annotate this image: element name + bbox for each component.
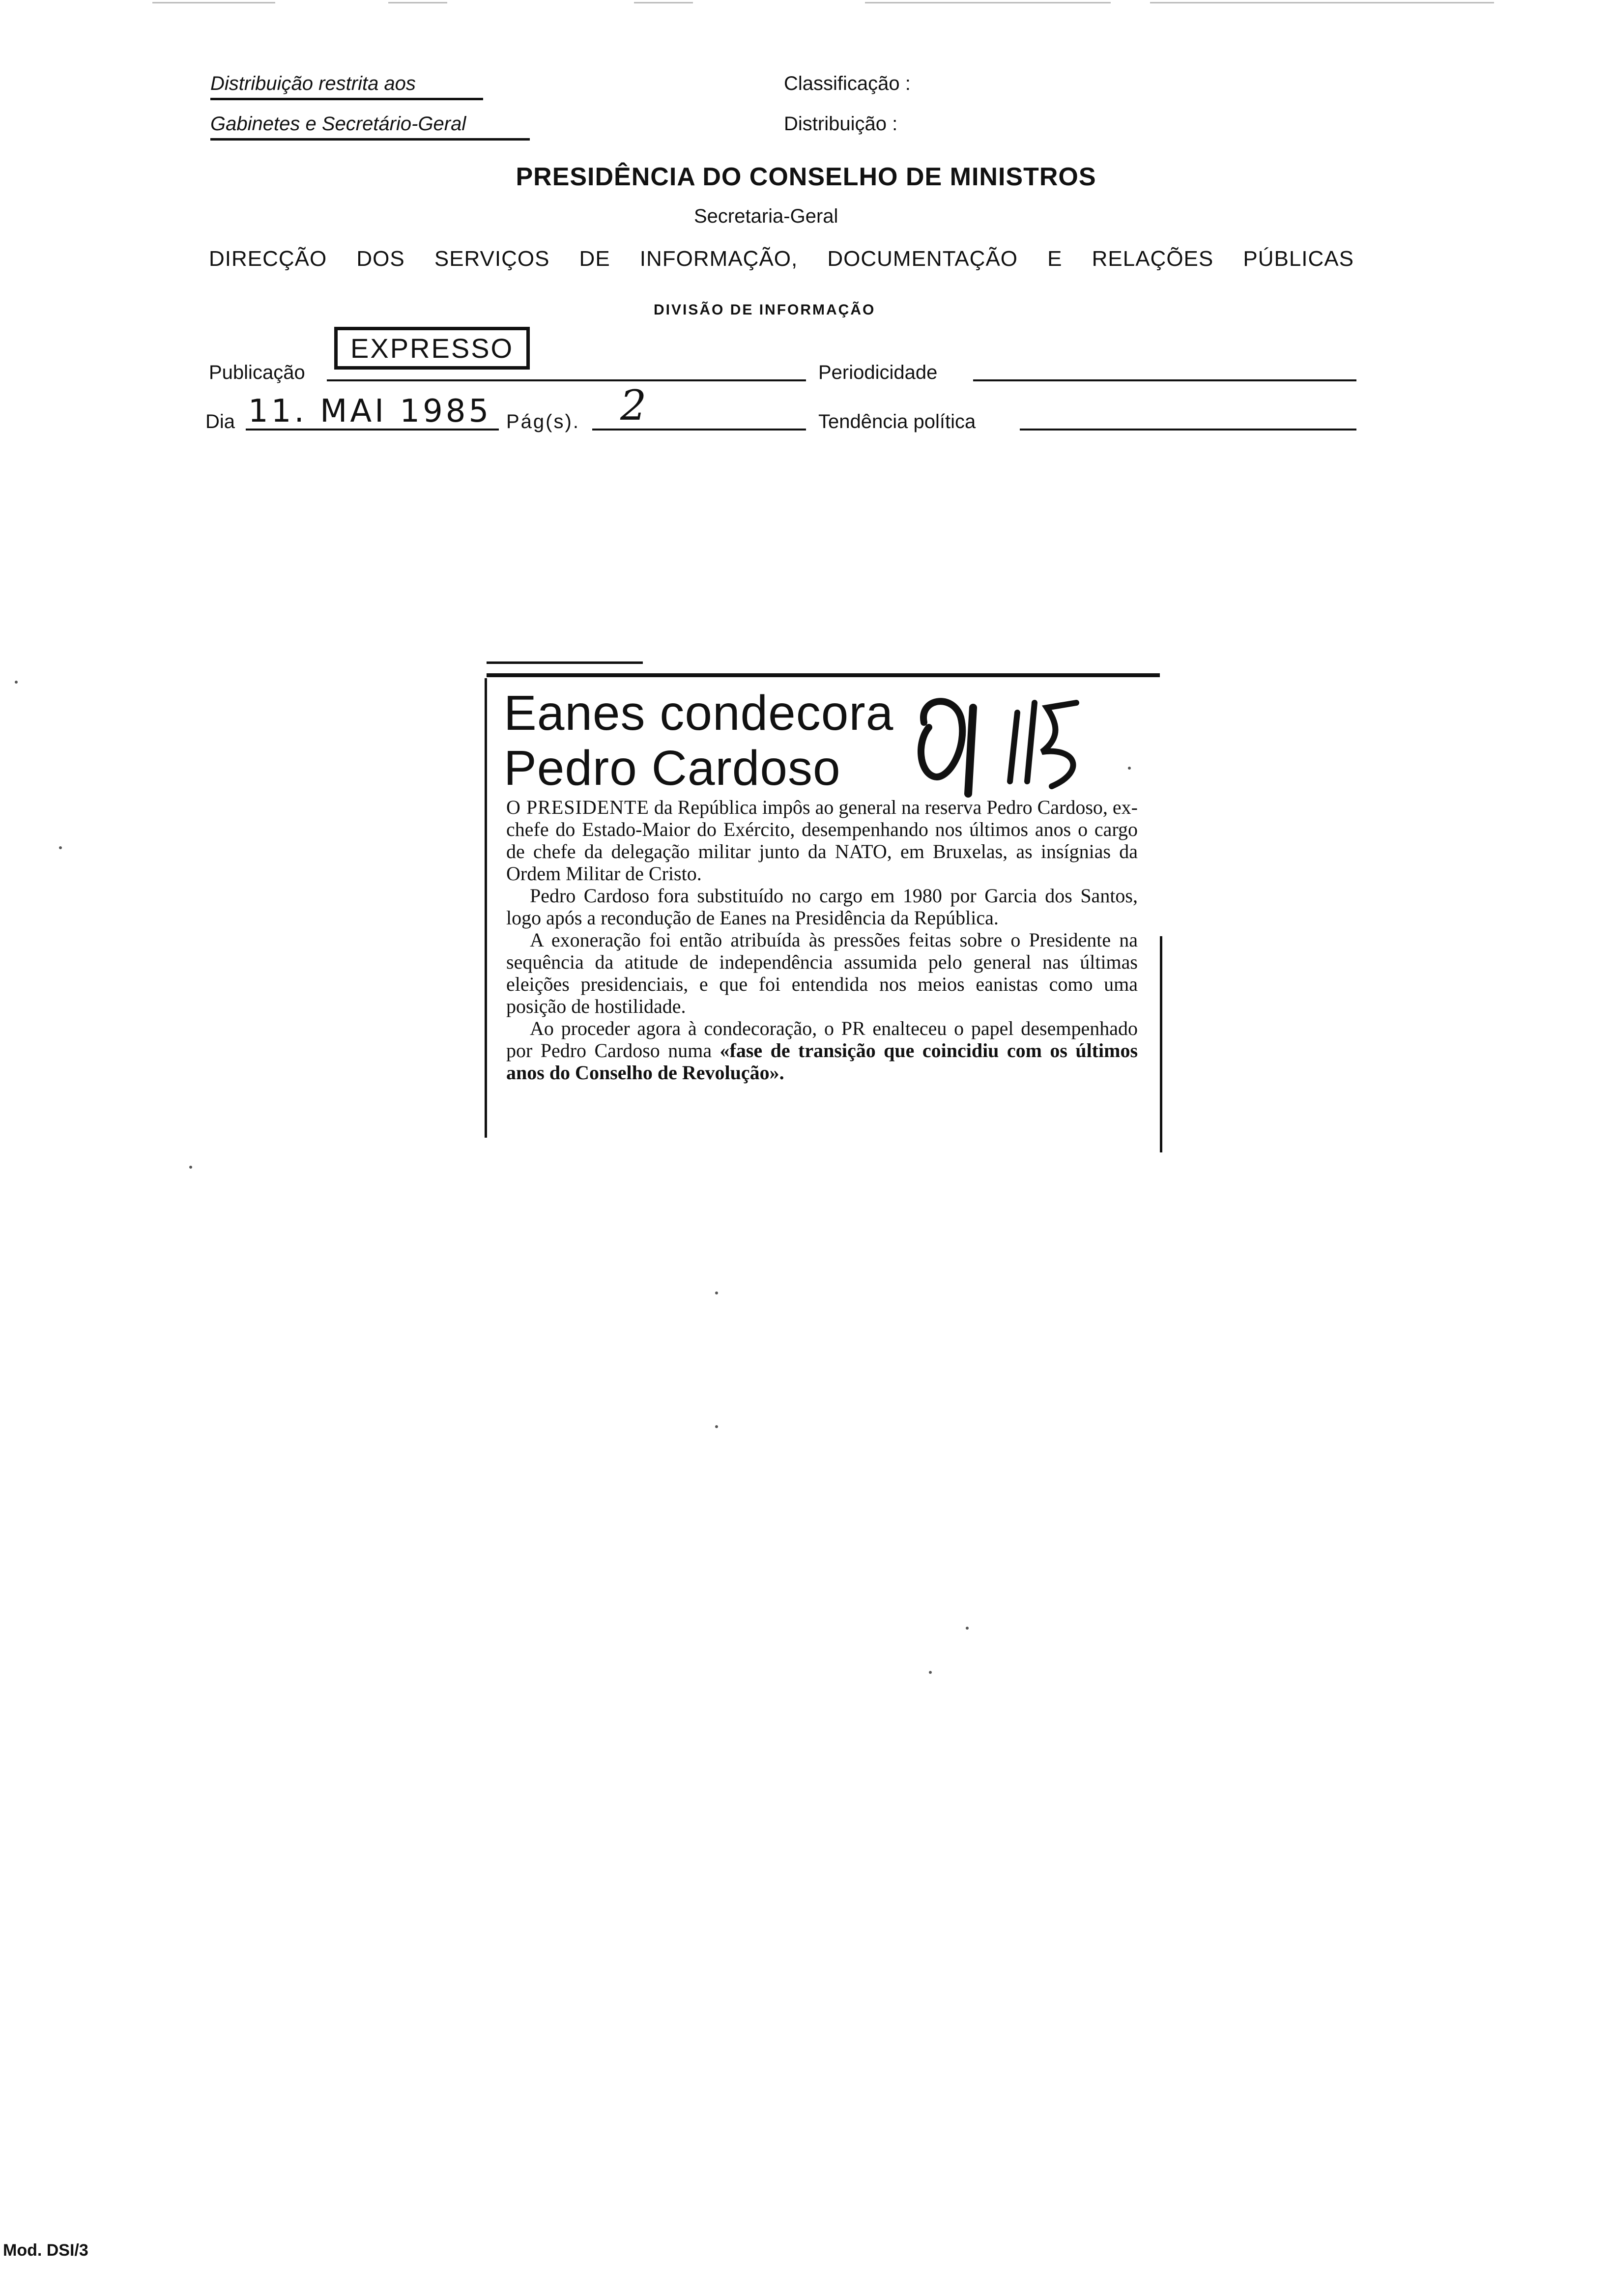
- pags-value-handwritten: 2: [620, 381, 647, 430]
- periodicidade-underline: [973, 379, 1356, 381]
- dia-value-stamp: 11. MAI 1985: [248, 393, 492, 430]
- tendencia-politica-label: Tendência política: [818, 411, 976, 432]
- headline-line2: Pedro Cardoso: [504, 741, 841, 796]
- scan-speck: [59, 846, 62, 849]
- clipping-top-rule-short: [487, 661, 643, 664]
- scan-speck: [715, 1425, 718, 1428]
- form-model-code: Mod. DSI/3: [3, 2241, 88, 2260]
- clipping-right-rule: [1160, 936, 1162, 1152]
- publication-stamp: EXPRESSO: [334, 327, 530, 370]
- scan-artifact-line: [865, 2, 1111, 3]
- dia-label: Dia: [205, 411, 235, 432]
- dia-underline: [246, 429, 499, 430]
- publicacao-underline: [327, 379, 806, 381]
- secretaria-geral-subtitle: Secretaria-Geral: [694, 205, 838, 227]
- distribution-notice-line1: Distribuição restrita aos: [210, 73, 483, 100]
- article-paragraph-4: [506, 1017, 1138, 1084]
- scan-speck: [189, 1166, 192, 1169]
- scan-speck: [15, 681, 18, 684]
- scan-artifact-line: [1150, 2, 1494, 3]
- handwritten-reference-number: [914, 688, 1135, 801]
- scan-artifact-line: [634, 2, 693, 3]
- tendencia-underline: [1020, 429, 1356, 430]
- publicacao-label: Publicação: [209, 362, 305, 383]
- clipping-left-rule: [485, 678, 487, 1138]
- headline-line1: Eanes condecora: [504, 686, 894, 741]
- scan-speck: [929, 1671, 932, 1674]
- divisao-informacao-heading: DIVISÃO DE INFORMAÇÃO: [654, 302, 876, 318]
- scan-speck: [966, 1627, 969, 1630]
- article-headline: [504, 686, 893, 796]
- distribuicao-label: Distribuição :: [784, 113, 898, 135]
- clipping-top-rule: [487, 673, 1160, 677]
- scan-artifact-line: [388, 2, 447, 3]
- article-p1-text: da República impôs ao general na reserva Pedro Cardoso, ex-chefe do Estado-Maior do Exército, desempenhando nos últimos anos o cargo de chefe da delegação militar junto da NATO, em Bruxelas, as insígnias da Ordem Militar de Cristo.: [506, 796, 1138, 885]
- article-body: [506, 796, 1138, 1084]
- scan-speck: [715, 1292, 718, 1294]
- article-p4-text: Ao proceder agora à condecoração, o PR enalteceu o papel desempenhado por Pedro Cardoso numa: [506, 1017, 1138, 1062]
- pags-underline: [592, 429, 806, 430]
- handwritten-reference-text: 0115: [914, 688, 916, 689]
- article-paragraph-1: [506, 796, 1138, 885]
- pags-label: Pág(s).: [506, 411, 580, 432]
- article-paragraph-2: Pedro Cardoso fora substituído no cargo em 1980 por Garcia dos Santos, logo após a recondução de Eanes na Presidência da República.: [506, 885, 1138, 929]
- periodicidade-label: Periodicidade: [818, 362, 938, 383]
- direccao-servicos-heading: DIRECÇÃO DOS SERVIÇOS DE INFORMAÇÃO, DOCUMENTAÇÃO E RELAÇÕES PÚBLICAS: [209, 247, 1354, 271]
- distribution-notice-line2: Gabinetes e Secretário-Geral: [210, 113, 530, 141]
- article-p4-quote: «fase de transição que coincidiu com os últimos anos do Conselho de Revolução».: [506, 1039, 1138, 1084]
- classificacao-label: Classificação :: [784, 73, 911, 94]
- article-paragraph-3: A exoneração foi então atribuída às pressões feitas sobre o Presidente na sequência da atitude de independência assumida pelo general nas últimas eleições presidenciais, e que foi entendida nos meios eanistas como uma posição de hostilidade.: [506, 929, 1138, 1017]
- scan-speck: [1128, 767, 1131, 770]
- article-lead-caps: O PRESIDENTE: [506, 796, 649, 818]
- page-title: PRESIDÊNCIA DO CONSELHO DE MINISTROS: [516, 163, 1096, 191]
- scan-artifact-line: [152, 2, 275, 3]
